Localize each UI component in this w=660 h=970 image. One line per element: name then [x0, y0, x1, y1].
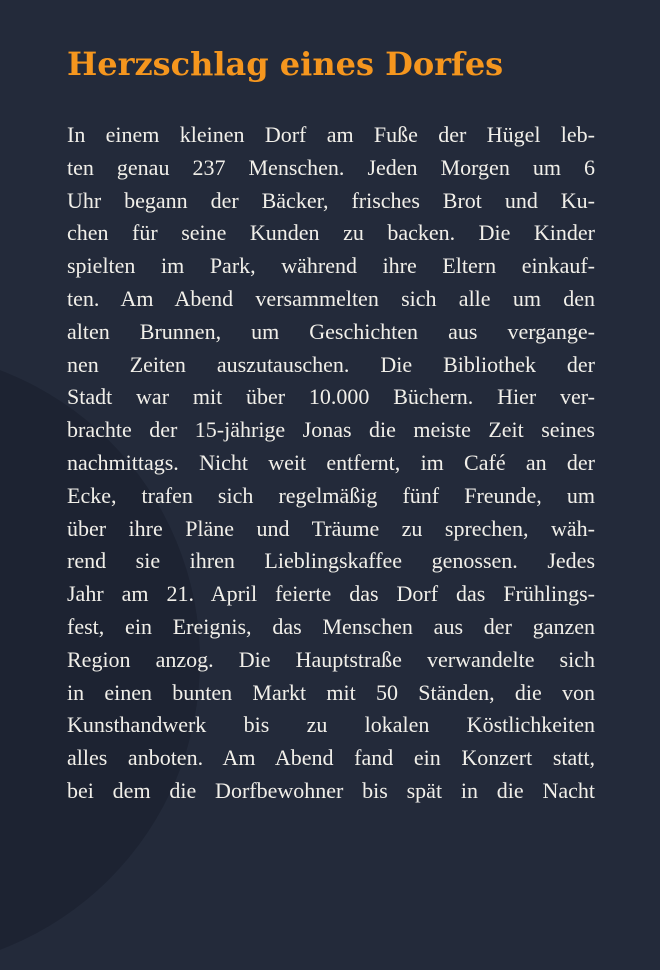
text-line: Stadt war mit über 10.000 Büchern. Hier ver-	[67, 384, 595, 410]
text-line: ten genau 237 Menschen. Jeden Morgen um 6	[67, 154, 595, 180]
text-line: Region anzog. Die Hauptstraße verwandelte sich	[67, 646, 595, 672]
text-line: Uhr begann der Bäcker, frisches Brot und Ku-	[67, 187, 595, 213]
text-line: chen für seine Kunden zu backen. Die Kinder	[67, 220, 595, 246]
text-line: fest, ein Ereignis, das Menschen aus der ganzen	[67, 613, 595, 639]
text-line: über ihre Pläne und Träume zu sprechen, wäh-	[67, 515, 595, 541]
text-line: brachte der 15-jährige Jonas die meiste Zeit seines	[67, 417, 595, 443]
text-line: alles anboten. Am Abend fand ein Konzert statt,	[67, 745, 595, 771]
body-paragraph	[67, 119, 595, 808]
text-line: in einen bunten Markt mit 50 Ständen, die von	[67, 679, 595, 705]
text-line: bei dem die Dorfbewohner bis spät in die Nacht	[67, 777, 595, 803]
text-line: spielten im Park, während ihre Eltern einkauf-	[67, 253, 595, 279]
text-line: ten. Am Abend versammelten sich alle um den	[67, 285, 595, 311]
text-line: rend sie ihren Lieblingskaffee genossen. Jedes	[67, 548, 595, 574]
text-line: In einem kleinen Dorf am Fuße der Hügel leb-	[67, 122, 595, 147]
text-line: Kunsthandwerk bis zu lokalen Köstlichkeiten	[67, 712, 595, 738]
text-line: nachmittags. Nicht weit entfernt, im Café an der	[67, 449, 595, 475]
document-title: Herzschlag eines Dorfes	[67, 45, 504, 83]
text-line: Jahr am 21. April feierte das Dorf das Frühlings-	[67, 581, 595, 607]
text-line: nen Zeiten auszutauschen. Die Bibliothek der	[67, 351, 595, 377]
text-line: Ecke, trafen sich regelmäßig fünf Freunde, um	[67, 482, 595, 508]
text-line: alten Brunnen, um Geschichten aus vergange-	[67, 318, 595, 344]
